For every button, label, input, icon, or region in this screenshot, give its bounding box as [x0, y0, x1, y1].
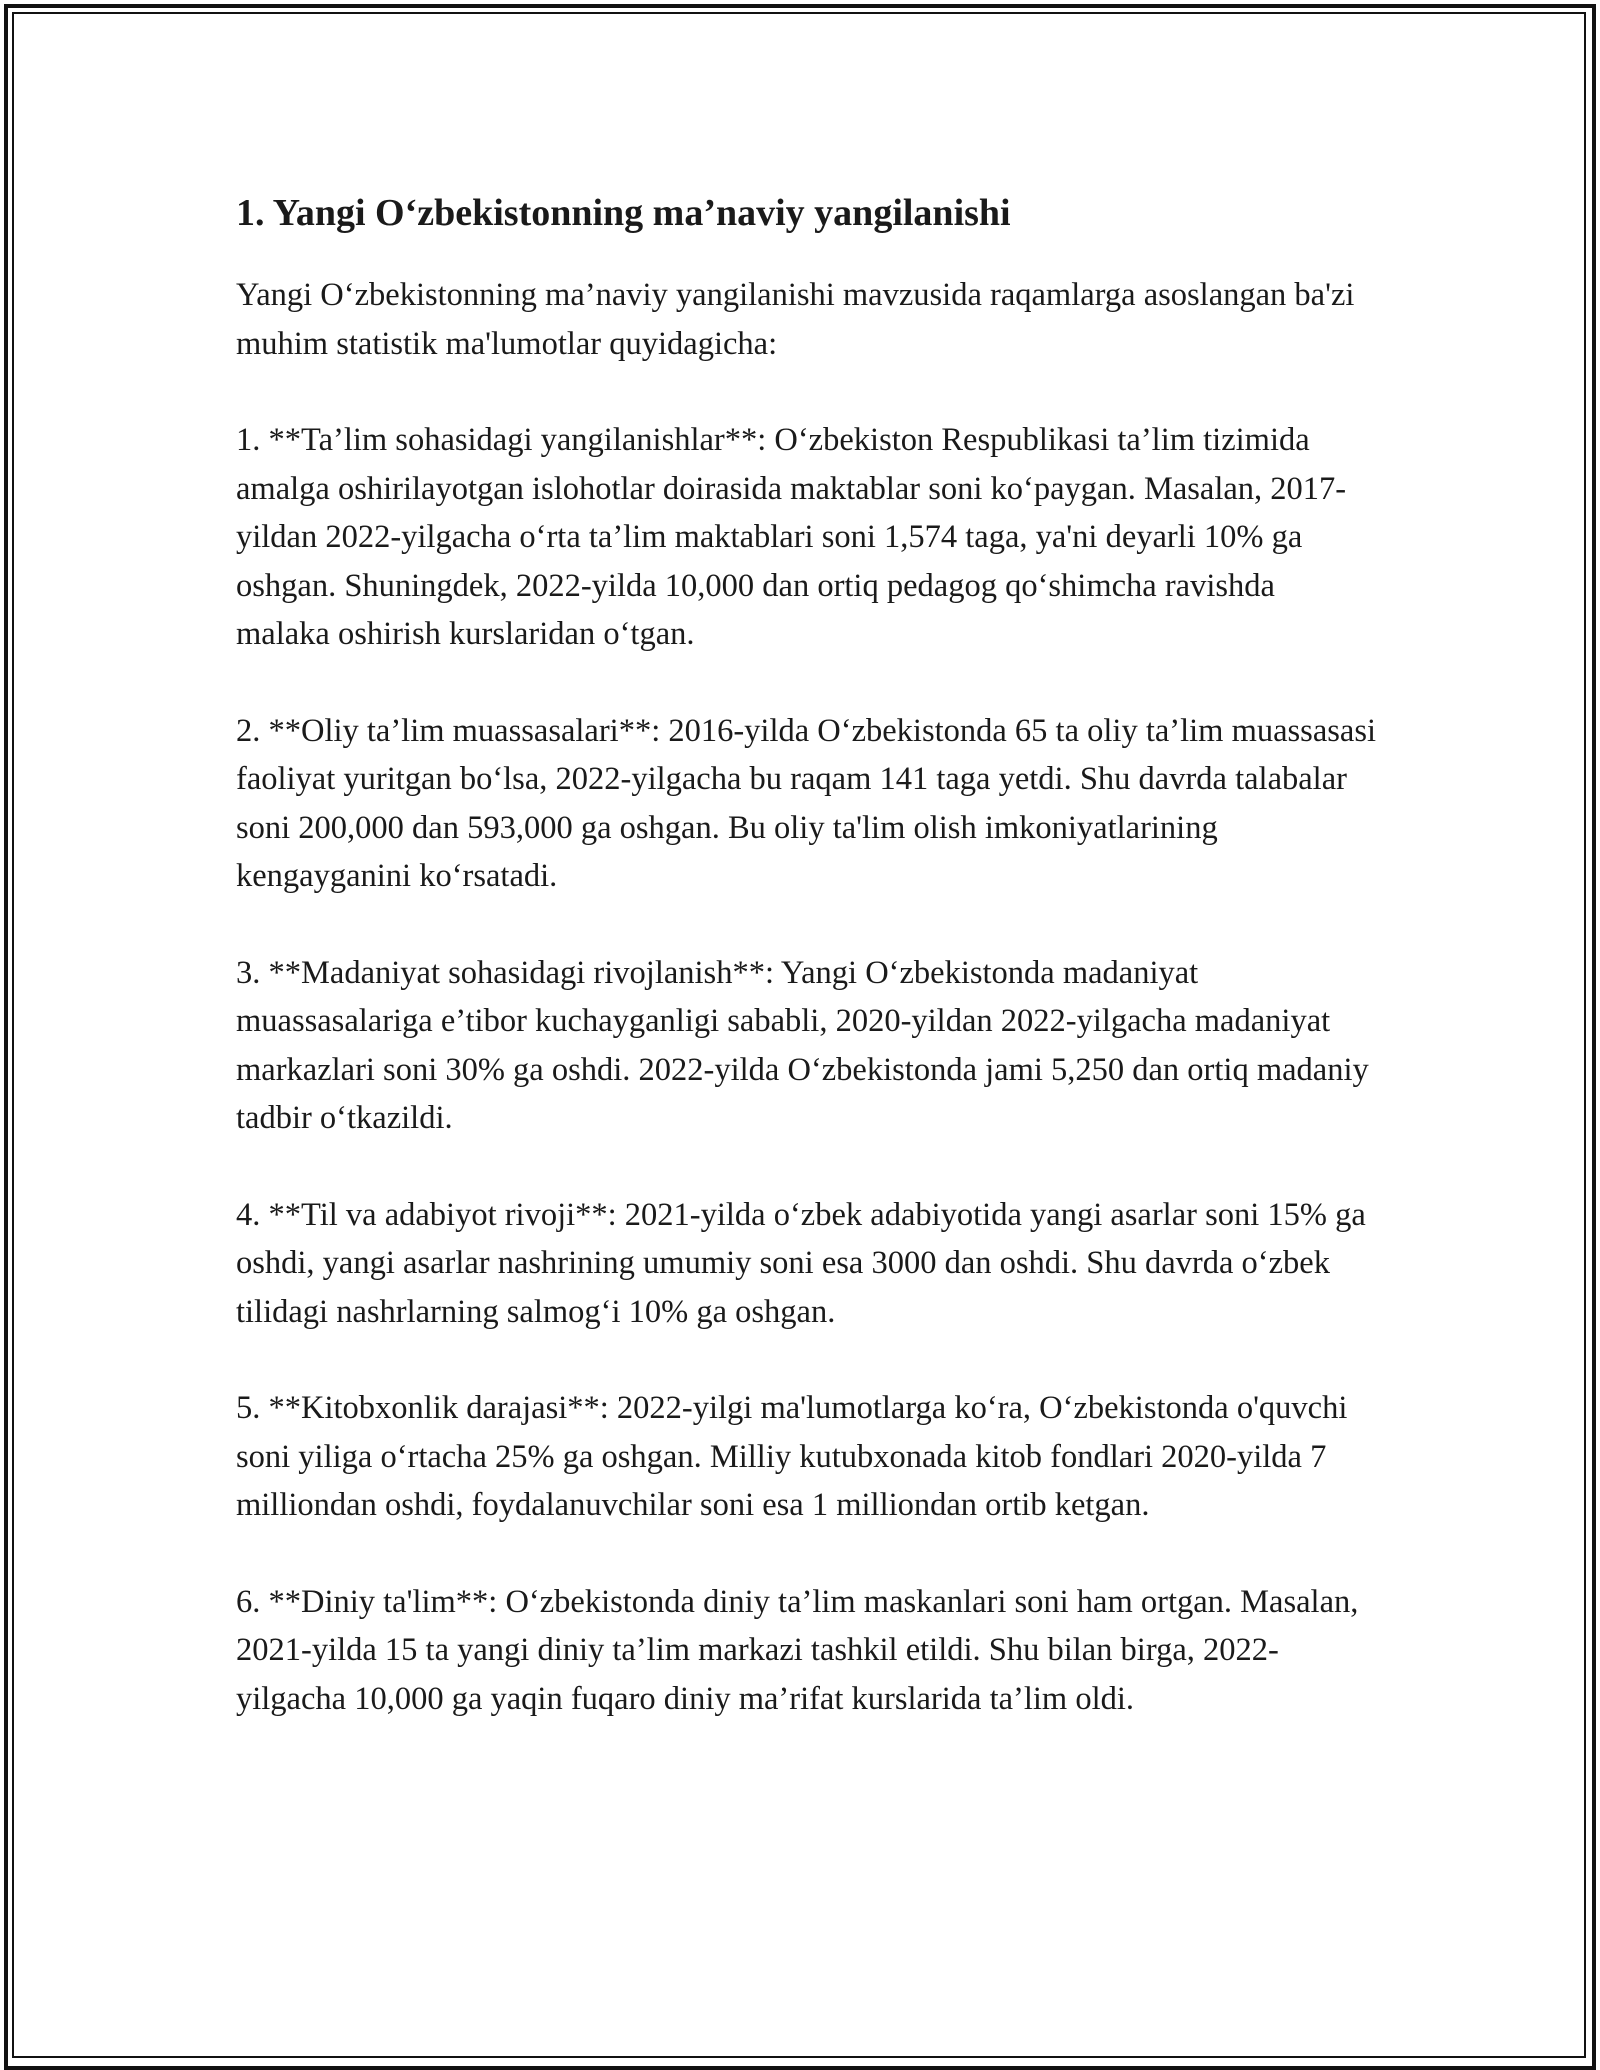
document-body	[236, 185, 1376, 1771]
list-item-reading-level: 5. **Kitobxonlik darajasi**: 2022-yilgi ma'lumotlarga ko‘ra, O‘zbekistonda o'quvchi soni yiliga o‘rtacha 25% ga oshgan. Milliy kutubxonada kitob fondlari 2020-yilda 7 milliondan oshdi, foydalanuvchilar soni esa 1 milliondan ortib ketgan.	[236, 1390, 1348, 1523]
document-title: 1. Yangi O‘zbekistonning ma’naviy yangilanishi	[236, 192, 1011, 234]
list-item-language-literature: 4. **Til va adabiyot rivoji**: 2021-yilda o‘zbek adabiyotida yangi asarlar soni 15% ga oshdi, yangi asarlar nashrining umumiy soni esa 3000 dan oshdi. Shu davrda o‘zbek tilidagi nashrlarning salmog‘i 10% ga oshgan.	[236, 1196, 1366, 1330]
list-item-culture: 3. **Madaniyat sohasidagi rivojlanish**: Yangi O‘zbekistonda madaniyat muassasalariga e’tibor kuchayganligi sababli, 2020-yildan 2022-yilgacha madaniyat markazlari soni 30% ga oshdi. 2022-yilda O‘zbekistonda jami 5,250 dan ortiq madaniy tadbir o‘tkazildi.	[236, 954, 1369, 1136]
list-item-education: 1. **Ta’lim sohasidagi yangilanishlar**: O‘zbekiston Respublikasi ta’lim tizimida amalga oshirilayotgan islohotlar doirasida maktablar soni ko‘paygan. Masalan, 2017-yildan 2022-yilgacha o‘rta ta’lim maktablari soni 1,574 taga, ya'ni deyarli 10% ga oshgan. Shuningdek, 2022-yilda 10,000 dan ortiq pedagog qo‘shimcha ravishda malaka oshirish kurslaridan o‘tgan.	[236, 422, 1347, 652]
intro-paragraph: Yangi O‘zbekistonning ma’naviy yangilanishi mavzusida raqamlarga asoslangan ba'zi muhim statistik ma'lumotlar quyidagicha:	[236, 277, 1355, 362]
list-item-religious-education: 6. **Diniy ta'lim**: O‘zbekistonda diniy ta’lim maskanlari soni ham ortgan. Masalan, 2021-yilda 15 ta yangi diniy ta’lim markazi tashkil etildi. Shu bilan birga, 2022-yilgacha 10,000 ga yaqin fuqaro diniy ma’rifat kurslarida ta’lim oldi.	[236, 1583, 1359, 1717]
list-item-higher-education: 2. **Oliy ta’lim muassasalari**: 2016-yilda O‘zbekistonda 65 ta oliy ta’lim muassasasi faoliyat yuritgan bo‘lsa, 2022-yilgacha bu raqam 141 taga yetdi. Shu davrda talabalar soni 200,000 dan 593,000 ga oshgan. Bu oliy ta'lim olish imkoniyatlarining kengayganini ko‘rsatadi.	[236, 712, 1376, 894]
